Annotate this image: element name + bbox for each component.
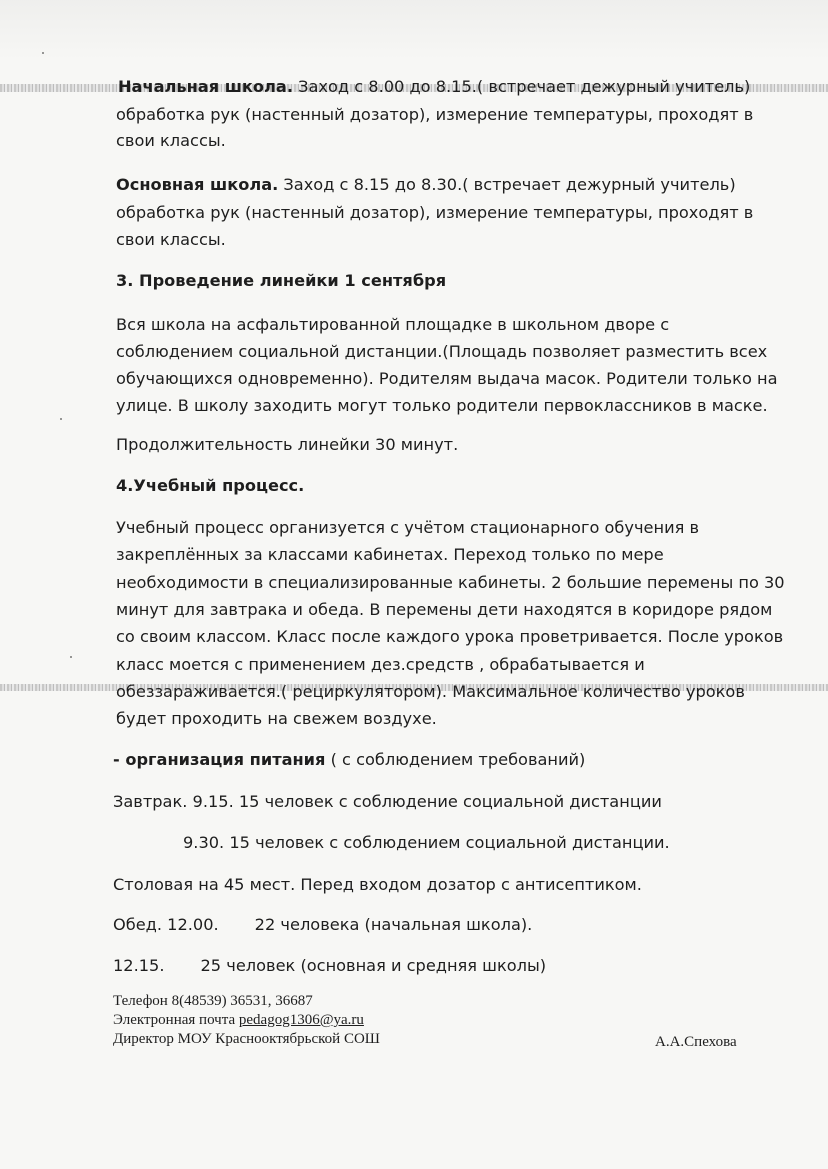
paragraph-primary-school-line-3: свои классы. <box>116 131 226 150</box>
scan-shadow <box>0 0 828 60</box>
paragraph-primary-school-line-1 <box>118 77 750 97</box>
breakfast-line-1: Завтрак. 9.15. 15 человек с соблюдение социальной дистанции <box>113 792 662 811</box>
footer-email-label: Электронная почта <box>113 1012 239 1028</box>
paragraph-basic-school-line-1 <box>116 175 736 195</box>
study-paragraph-line-1: Учебный процесс организуется с учётом стационарного обучения в <box>116 518 700 537</box>
footer-director: Директор МОУ Краснооктябрьской СОШ <box>113 1031 380 1047</box>
primary-school-entry-time: Заход с 8.00 до 8.15.( встречает дежурный учитель) <box>292 77 751 96</box>
assembly-paragraph-line-3: обучающихся одновременно). Родителям выдача масок. Родители только на <box>116 369 778 388</box>
study-paragraph-line-5: со своим классом. Класс после каждого урока проветривается. После уроков <box>116 627 784 646</box>
study-paragraph-line-6: класс моется с применением дез.средств , обрабатывается и <box>116 655 645 674</box>
food-organisation-heading: - организация питания <box>113 750 326 769</box>
footer-phone: Телефон 8(48539) 36531, 36687 <box>113 993 313 1009</box>
canteen-line: Столовая на 45 мест. Перед входом дозатор с антисептиком. <box>113 875 642 894</box>
assembly-paragraph-line-4: улице. В школу заходить могут только родители первоклассников в маске. <box>116 396 768 415</box>
primary-school-heading: Начальная школа. <box>118 77 293 96</box>
footer-email-line <box>113 1011 364 1029</box>
lunch-line-1: Обед. 12.00. 22 человека (начальная школа). <box>113 915 533 934</box>
scan-speck <box>42 52 44 54</box>
paragraph-basic-school-line-3: свои классы. <box>116 230 226 249</box>
scan-speck <box>70 656 72 658</box>
scan-speck <box>60 418 62 420</box>
assembly-paragraph-line-1: Вся школа на асфальтированной площадке в школьном дворе с <box>116 315 670 334</box>
paragraph-primary-school-line-2: обработка рук (настенный дозатор), измерение температуры, проходят в <box>116 105 754 124</box>
basic-school-heading: Основная школа. <box>116 175 279 194</box>
food-organisation-note: ( с соблюдением требований) <box>325 750 586 769</box>
food-organisation-line <box>113 750 585 770</box>
footer-email-link[interactable]: pedagog1306@ya.ru <box>238 1012 364 1028</box>
study-paragraph-line-8: будет проходить на свежем воздухе. <box>116 709 437 728</box>
lunch-line-2: 12.15. 25 человек (основная и средняя школы) <box>113 956 547 975</box>
basic-school-entry-time: Заход с 8.15 до 8.30.( встречает дежурный учитель) <box>278 175 736 194</box>
breakfast-line-2: 9.30. 15 человек с соблюдением социальной дистанции. <box>183 833 670 852</box>
study-paragraph-line-2: закреплённых за классами кабинетах. Переход только по мере <box>116 545 664 564</box>
study-paragraph-line-7: обеззараживается.( рециркулятором). Максимальное количество уроков <box>116 682 745 701</box>
assembly-duration: Продолжительность линейки 30 минут. <box>116 435 459 454</box>
study-paragraph-line-4: минут для завтрака и обеда. В перемены дети находятся в коридоре рядом <box>116 600 773 619</box>
paragraph-basic-school-line-2: обработка рук (настенный дозатор), измерение температуры, проходят в <box>116 203 754 222</box>
section-heading-assembly: 3. Проведение линейки 1 сентября <box>116 271 447 290</box>
study-paragraph-line-3: необходимости в специализированные кабинеты. 2 большие перемены по 30 <box>116 573 785 592</box>
section-heading-study-process: 4.Учебный процесс. <box>116 476 305 495</box>
footer-signature-name: А.А.Спехова <box>655 1034 737 1050</box>
assembly-paragraph-line-2: соблюдением социальной дистанции.(Площадь позволяет разместить всех <box>116 342 768 361</box>
